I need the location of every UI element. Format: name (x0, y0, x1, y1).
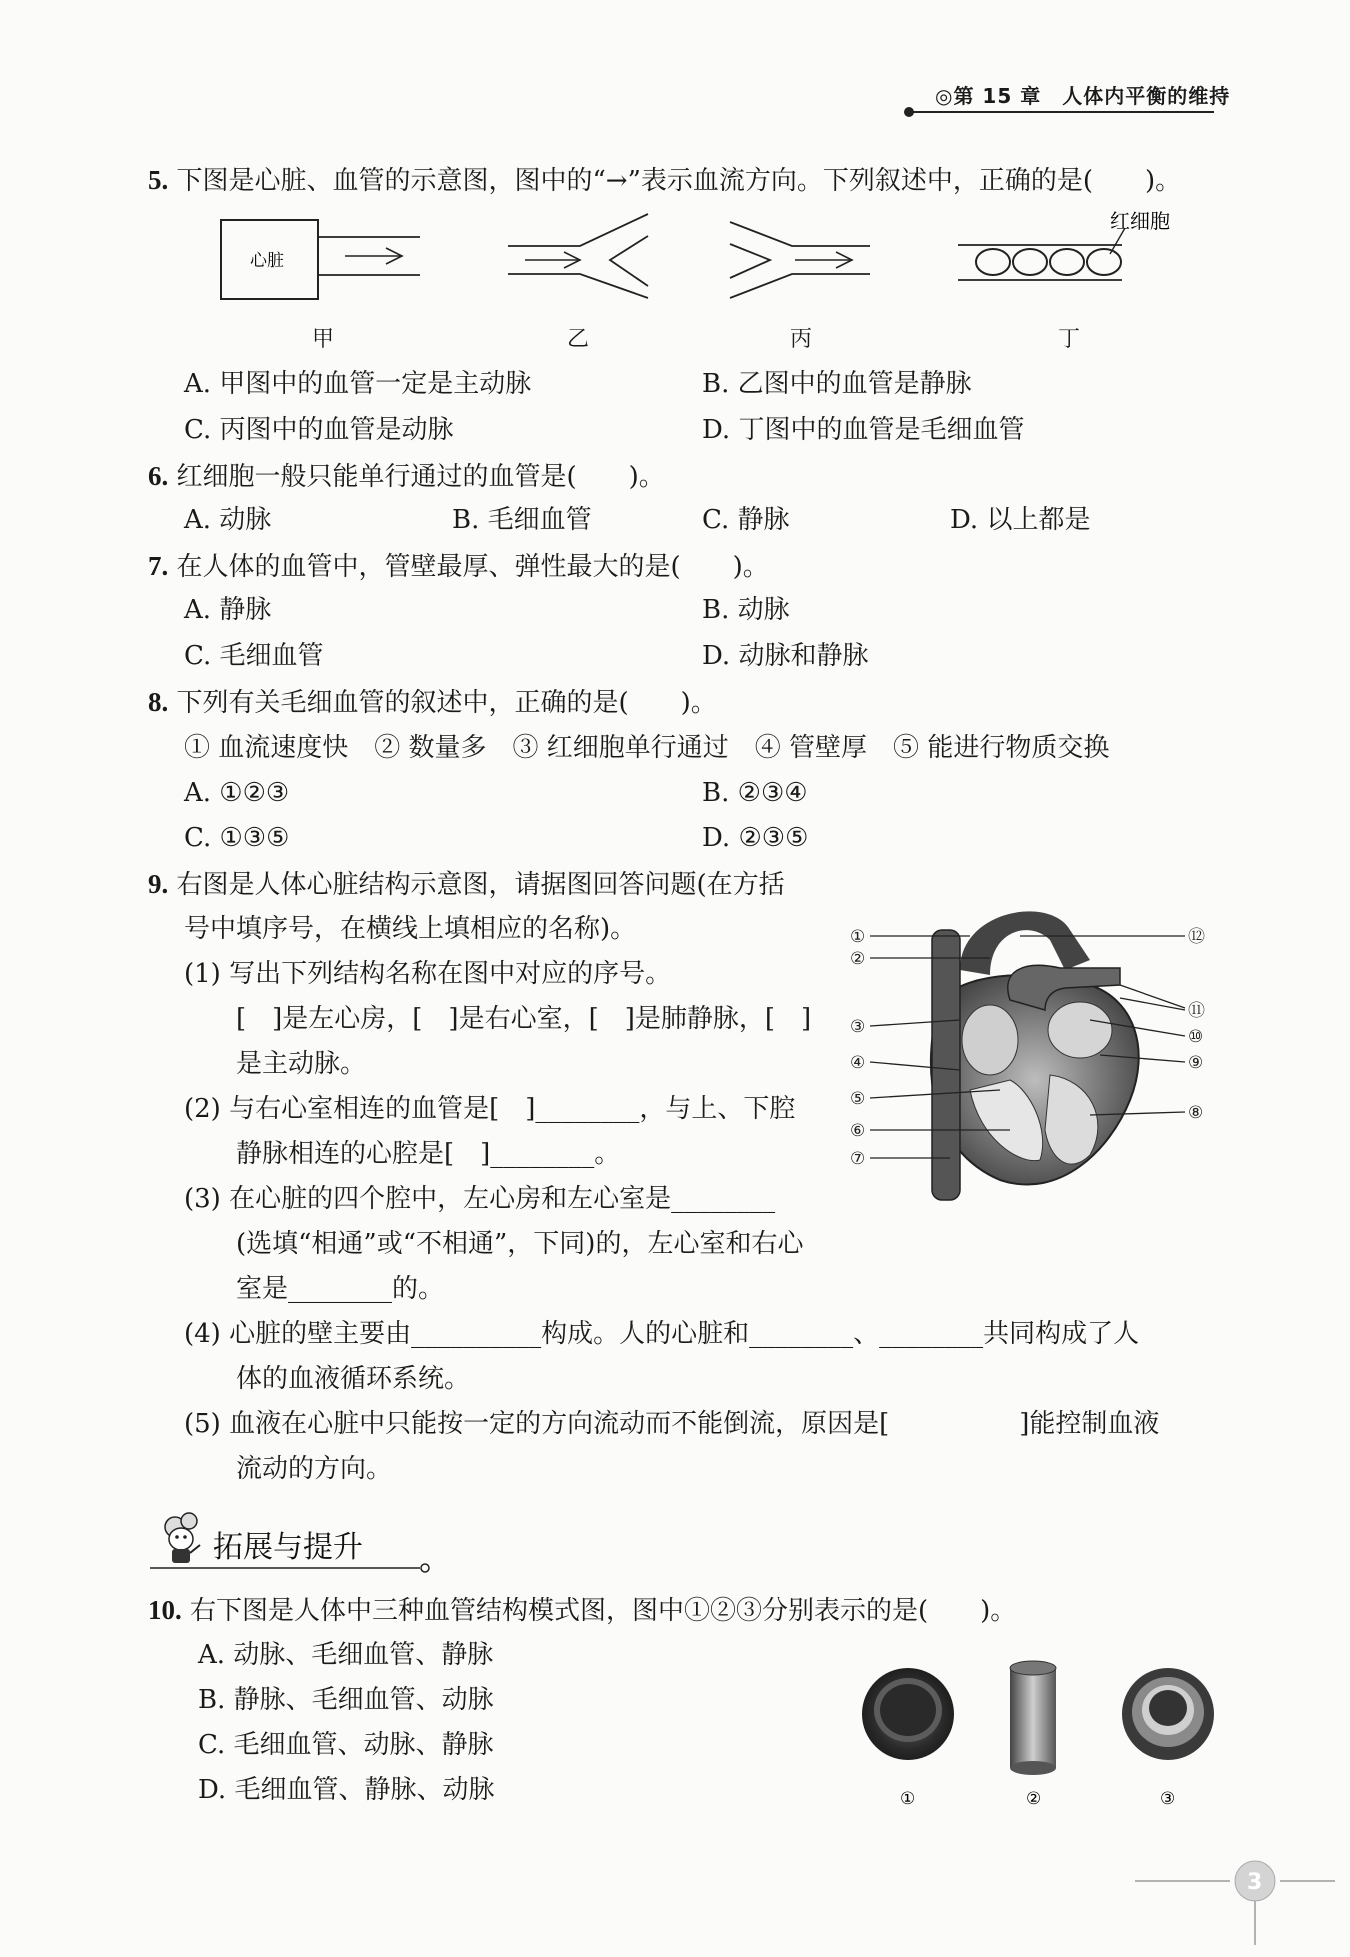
vessel-label-1: ① (900, 1789, 916, 1809)
q6-option-d[interactable]: D. 以上都是 (950, 505, 1091, 535)
q9-subquestion-3[interactable]: (3) 在心脏的四个腔中，左心房和左心室是________ (184, 1184, 776, 1214)
question-number: 10. (148, 1595, 182, 1625)
question-text: 下列有关毛细血管的叙述中，正确的是( )。 (176, 688, 717, 718)
vessel-2-capillary (1010, 1661, 1056, 1775)
question-number: 6. (148, 461, 169, 491)
mascot-icon (165, 1513, 200, 1563)
heart-label-9: ⑨ (1188, 1053, 1204, 1073)
q6-option-a[interactable]: A. 动脉 (184, 505, 272, 535)
q8-option-c[interactable]: C. ①③⑤ (184, 823, 290, 853)
vessel-yi (508, 214, 648, 246)
q6-option-c[interactable]: C. 静脉 (702, 505, 790, 535)
heart-label-1: ① (850, 927, 866, 947)
vessel-bing (730, 222, 870, 246)
heart-label-6: ⑥ (850, 1121, 866, 1141)
heart-label-7: ⑦ (850, 1149, 866, 1169)
q10-option-d[interactable]: D. 毛细血管、静脉、动脉 (198, 1775, 495, 1805)
fig-label-jia: 甲 (312, 327, 335, 352)
vessel-3-artery (1122, 1668, 1214, 1760)
q9-subquestion-2[interactable]: (2) 与右心室相连的血管是[ ]________，与上、下腔 (184, 1094, 796, 1124)
vena-cava-shape (932, 930, 960, 1200)
q5-figure (210, 210, 1190, 350)
q9-blank-line[interactable]: 静脉相连的心腔是[ ]________。 (236, 1139, 621, 1169)
question-9 (148, 866, 785, 903)
heart-label-11: ⑪ (1188, 1001, 1205, 1021)
q5-option-b[interactable]: B. 乙图中的血管是静脉 (702, 369, 972, 399)
q9-blank-line[interactable]: 室是________的。 (236, 1274, 445, 1304)
q9-blank-line[interactable]: [ ]是左心房，[ ]是右心室，[ ]是肺静脉，[ ] (236, 1004, 812, 1034)
section-title: 拓展与提升 (213, 1530, 363, 1565)
q6-option-b[interactable]: B. 毛细血管 (452, 505, 592, 535)
q8-option-a[interactable]: A. ①②③ (184, 778, 290, 808)
question-text: 在人体的血管中，管壁最厚、弹性最大的是( )。 (176, 552, 769, 582)
question-text: 下图是心脏、血管的示意图，图中的“→”表示血流方向。下列叙述中，正确的是( )。 (176, 166, 1182, 196)
q8-statement-list: ① 血流速度快 ② 数量多 ③ 红细胞单行通过 ④ 管壁厚 ⑤ 能进行物质交换 (184, 733, 1110, 763)
q9-line: 体的血液循环系统。 (236, 1364, 471, 1394)
page-number: 3 (1247, 1870, 1263, 1895)
question-number: 5. (148, 165, 169, 195)
question-10 (148, 1592, 1016, 1629)
heart-label-2: ② (850, 949, 866, 969)
question-5 (148, 162, 1181, 199)
aorta-shape (960, 911, 1090, 975)
page-footer (1135, 1855, 1335, 1945)
heart-label-8: ⑧ (1188, 1103, 1204, 1123)
question-7 (148, 548, 769, 585)
q9-line: 号中填序号，在横线上填相应的名称)。 (184, 914, 637, 944)
section-heading (145, 1505, 435, 1575)
q7-option-d[interactable]: D. 动脉和静脉 (702, 641, 869, 671)
heart-label-4: ④ (850, 1053, 866, 1073)
q8-option-d[interactable]: D. ②③⑤ (702, 823, 809, 853)
q7-option-a[interactable]: A. 静脉 (184, 595, 272, 625)
q10-option-a[interactable]: A. 动脉、毛细血管、静脉 (198, 1640, 494, 1670)
heart-label-12: ⑫ (1188, 927, 1205, 947)
chapter-header: ◎第 15 章 人体内平衡的维持 (935, 84, 1231, 108)
vessel-models-figure (850, 1650, 1230, 1810)
q9-line: 流动的方向。 (236, 1454, 393, 1484)
question-8 (148, 684, 717, 721)
question-text: 红细胞一般只能单行通过的血管是( )。 (176, 462, 665, 492)
fig-label-yi: 乙 (567, 327, 590, 352)
q9-subquestion-4[interactable]: (4) 心脏的壁主要由__________构成。人的心脏和________、________共同构成了人 (184, 1319, 1140, 1349)
heart-label-5: ⑤ (850, 1089, 866, 1109)
vessel-label-2: ② (1026, 1789, 1042, 1809)
heart-label-3: ③ (850, 1017, 866, 1037)
question-number: 7. (148, 551, 169, 581)
q5-option-a[interactable]: A. 甲图中的血管一定是主动脉 (184, 369, 532, 399)
q7-option-b[interactable]: B. 动脉 (702, 595, 790, 625)
q5-option-d[interactable]: D. 丁图中的血管是毛细血管 (702, 415, 1025, 445)
question-number: 8. (148, 687, 169, 717)
q9-line: 是主动脉。 (236, 1049, 367, 1079)
question-text: 右下图是人体中三种血管结构模式图，图中①②③分别表示的是( )。 (190, 1596, 1017, 1626)
heart-label-10: ⑩ (1188, 1027, 1204, 1047)
fig-label-bing: 丙 (790, 327, 813, 352)
fig-label-ding: 丁 (1058, 327, 1081, 352)
rbc-label: 红细胞 (1110, 210, 1170, 233)
q10-option-b[interactable]: B. 静脉、毛细血管、动脉 (198, 1685, 494, 1715)
q9-subquestion-5[interactable]: (5) 血液在心脏中只能按一定的方向流动而不能倒流，原因是[ ]能控制血液 (184, 1409, 1160, 1439)
q9-subquestion-1: (1) 写出下列结构名称在图中对应的序号。 (184, 959, 672, 989)
vessel-label-3: ③ (1160, 1789, 1176, 1809)
q10-option-c[interactable]: C. 毛细血管、动脉、静脉 (198, 1730, 494, 1760)
q9-line: (选填“相通”或“不相通”，下同)的，左心室和右心 (236, 1229, 804, 1259)
q8-option-b[interactable]: B. ②③④ (702, 778, 808, 808)
heart-structure-diagram (850, 890, 1210, 1210)
header-rule (910, 111, 1214, 113)
vessel-1-vein (862, 1668, 954, 1760)
q5-option-c[interactable]: C. 丙图中的血管是动脉 (184, 415, 454, 445)
question-6 (148, 458, 665, 495)
question-text: 右图是人体心脏结构示意图，请据图回答问题(在方括 (176, 870, 785, 900)
question-number: 9. (148, 869, 169, 899)
q7-option-c[interactable]: C. 毛细血管 (184, 641, 324, 671)
heart-label: 心脏 (250, 251, 284, 271)
